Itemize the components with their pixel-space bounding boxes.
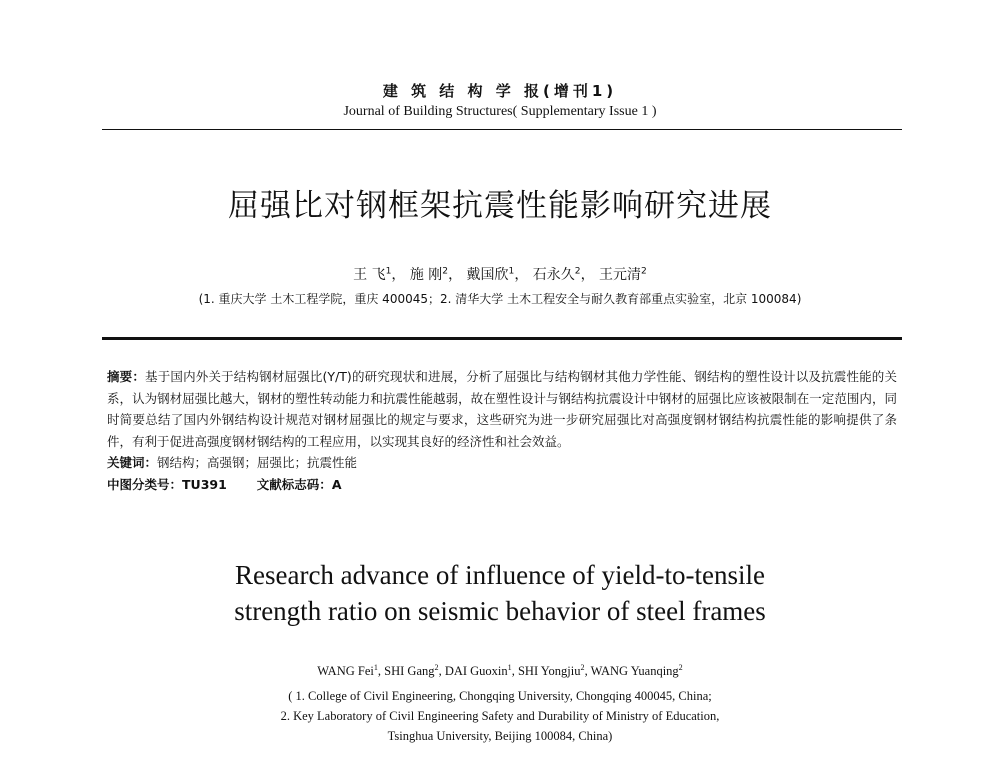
doc-code-value: A [331, 476, 342, 492]
journal-name-en: Journal of Building Structures( Supplementary Issue 1 ) [343, 104, 657, 119]
section-rule [102, 337, 902, 340]
affiliations-en [0, 686, 1000, 746]
classification [107, 474, 897, 496]
abstract-block [107, 366, 897, 495]
author-cn: 石永久$^2$ [532, 266, 581, 283]
clc-value: TU391 [182, 476, 227, 492]
paper-title-en [0, 557, 1000, 629]
title-en-line: Research advance of influence of yield-to-tensile [234, 560, 765, 590]
affiliation-en-line: ( 1. College of Civil Engineering, Chongqing University, Chongqing 400045, China; [288, 689, 712, 703]
authors-cn: 王 飞$^1$， 施 刚$^2$， 戴国欣$^1$， 石永久$^2$， 王元清$^2$ [353, 266, 647, 283]
abstract [107, 366, 897, 452]
keywords [107, 452, 897, 474]
affiliations-cn: (1. 重庆大学 土木工程学院，重庆 400045；2. 清华大学 土木工程安全与耐久教育部重点实验室，北京 100084) [198, 292, 802, 306]
author-en: SHI Gang$^2$ [384, 662, 439, 678]
author-cn: 王元清$^2$ [599, 266, 647, 283]
header-rule [102, 129, 902, 130]
doc-code-label: 文献标志码： [256, 476, 332, 492]
journal-name-cn: 建 筑 结 构 学 报(增刊1) [382, 82, 618, 100]
author-en: DAI Guoxin$^1$ [444, 662, 512, 678]
abstract-text: 基于国内外关于结构钢材屈强比(Y/T)的研究现状和进展，分析了屈强比与结构钢材其他力学性能、钢结构的塑性设计以及抗震性能的关系，认为钢材屈强比越大，钢材的塑性转动能力和抗震性能越弱，故在塑性设计与钢结构抗震设计中钢材的屈强比应该被限制在一定范围内，同时简要总结了国内外钢结构设计规范对钢材屈强比的规定与要求，这些研究为进一步研究屈强比对高强度钢材钢结构抗震性能的影响提供了条件，有利于促进高强度钢材钢结构的工程应用，以实现其良好的经济性和社会效益。 [107, 369, 897, 449]
affiliation-en-line: Tsinghua University, Beijing 100084, China) [387, 729, 613, 743]
author-en: WANG Yuanqing$^2$ [590, 662, 683, 678]
abstract-label: 摘要： [107, 369, 146, 384]
author-cn: 戴国欣$^1$ [466, 266, 515, 283]
author-en: SHI Yongjiu$^2$ [517, 662, 585, 678]
keywords-label: 关键词： [107, 455, 158, 470]
title-en-line: strength ratio on seismic behavior of steel frames [234, 596, 766, 626]
author-cn: 施 刚$^2$ [409, 266, 449, 283]
authors-en: WANG Fei$^1$, SHI Gang$^2$, DAI Guoxin$^1$, SHI Yongjiu$^2$, WANG Yuanqing$^2$ [317, 662, 683, 678]
author-cn: 王 飞$^1$ [353, 266, 392, 283]
affiliation-en-line: 2. Key Laboratory of Civil Engineering Safety and Durability of Ministry of Education, [280, 709, 720, 723]
keywords-text: 钢结构；高强钢；屈强比；抗震性能 [157, 455, 358, 470]
clc-label: 中图分类号： [107, 476, 183, 492]
paper-title-cn: 屈强比对钢框架抗震性能影响研究进展 [228, 188, 772, 224]
author-en: WANG Fei$^1$ [317, 662, 378, 678]
